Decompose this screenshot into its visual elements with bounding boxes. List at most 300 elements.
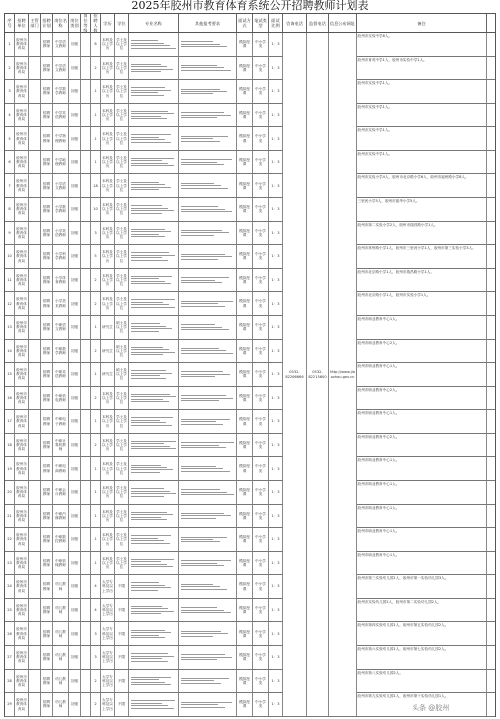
table-cell: 招聘教师	[41, 505, 53, 528]
table-cell: 2	[91, 693, 101, 716]
table-cell	[81, 599, 91, 622]
table-cell: 7	[5, 174, 15, 197]
table-cell: 模拟授课	[237, 80, 253, 103]
text-lines	[130, 228, 178, 238]
table-row	[5, 80, 495, 104]
table-cell: 26	[5, 622, 15, 645]
table-cell	[29, 80, 41, 103]
text-lines	[180, 323, 236, 331]
text-lines	[180, 559, 236, 567]
table-cell: 模拟授课	[237, 528, 253, 551]
table-cell: 本科及以上学历	[101, 505, 115, 528]
table-cell: 中小学类	[253, 599, 269, 622]
major-cell	[129, 104, 179, 127]
table-cell: 模拟授课	[237, 222, 253, 245]
table-cell: 大学专科及以上学历	[101, 646, 115, 669]
table-cell: 胶州市教育体育局	[15, 198, 29, 221]
table-cell: 学士及以上学位	[115, 410, 129, 433]
major-cell	[129, 222, 179, 245]
major-cell	[129, 269, 179, 292]
requirement-cell	[179, 222, 237, 245]
text-lines	[130, 511, 178, 521]
text-lines	[180, 347, 236, 355]
text-lines	[180, 88, 236, 96]
remark-cell: 胶州市职业教育中心2人。	[357, 340, 487, 363]
table-cell: 5	[91, 245, 101, 268]
table-cell: 1：3	[269, 622, 283, 645]
remark-cell: 胶州市第三实验幼儿园1人，胶州市第一实验幼儿园3人。	[357, 575, 487, 598]
table-cell: 胶州市教育体育局	[15, 363, 29, 386]
table-cell: 学士及以上学位	[115, 174, 129, 197]
text-lines	[130, 464, 178, 474]
table-cell	[81, 434, 91, 457]
table-cell: 模拟授课	[237, 292, 253, 315]
column-header: 其他报考要求	[179, 14, 237, 32]
table-cell: 胶州市教育体育局	[15, 151, 29, 174]
table-cell: 模拟授课	[237, 127, 253, 150]
text-lines	[180, 488, 236, 496]
text-lines	[180, 418, 236, 426]
table-cell: 22	[5, 528, 15, 551]
table-cell: 1：3	[269, 174, 283, 197]
table-cell: 招聘教师	[41, 693, 53, 716]
table-cell: 25	[5, 599, 15, 622]
table-cell: 初级	[69, 363, 81, 386]
table-cell: 初级	[69, 505, 81, 528]
table-cell: 初级	[69, 622, 81, 645]
major-cell	[129, 363, 179, 386]
table-cell: 招聘教师	[41, 387, 53, 410]
table-cell	[81, 80, 91, 103]
table-row	[5, 505, 495, 529]
table-cell: 大学专科及以上学历	[101, 575, 115, 598]
table-cell: 1：3	[269, 575, 283, 598]
table-cell	[29, 622, 41, 645]
column-header: 序号	[5, 14, 15, 32]
column-header: 招聘单位	[15, 14, 29, 32]
table-cell: 招聘教师	[41, 80, 53, 103]
text-lines	[180, 40, 236, 48]
table-cell: 胶州市教育体育局	[15, 552, 29, 575]
requirement-cell	[179, 127, 237, 150]
table-cell: 中职语文教师	[53, 316, 69, 339]
table-cell	[81, 340, 91, 363]
table-cell: 学士及以上学位	[115, 528, 129, 551]
table-cell: 1	[91, 104, 101, 127]
table-cell: 中小学类	[253, 387, 269, 410]
remark-cell: 胶州市实验中学1人。	[357, 80, 487, 103]
table-cell: 本科及以上学历	[101, 481, 115, 504]
table-cell: 模拟授课	[237, 410, 253, 433]
table-cell: 小学美术教师	[53, 292, 69, 315]
table-cell: 15	[5, 363, 15, 386]
remark-cell: 胶州市职业教育中心2人。	[357, 434, 487, 457]
table-cell: 初级	[69, 410, 81, 433]
table-cell: 招聘教师	[41, 670, 53, 693]
table-cell: 中小学类	[253, 127, 269, 150]
table-cell: 14	[5, 340, 15, 363]
remark-cell: 胶州市职业教育中心1人。	[357, 552, 487, 575]
major-cell	[129, 174, 179, 197]
table-cell	[81, 481, 91, 504]
table-row	[5, 151, 495, 175]
major-cell	[129, 151, 179, 174]
major-cell	[129, 434, 179, 457]
table-cell	[29, 646, 41, 669]
requirement-cell	[179, 245, 237, 268]
remark-cell: 胶州市职业教育中心1人。	[357, 481, 487, 504]
table-cell: 1	[91, 528, 101, 551]
table-cell: 本科及以上学历	[101, 80, 115, 103]
text-lines	[130, 346, 178, 356]
table-cell	[29, 457, 41, 480]
requirement-cell	[179, 575, 237, 598]
text-lines	[180, 677, 236, 685]
table-cell: 不限	[115, 670, 129, 693]
table-cell: 模拟授课	[237, 622, 253, 645]
table-cell	[81, 104, 91, 127]
text-lines	[130, 440, 178, 450]
major-cell	[129, 481, 179, 504]
table-row	[5, 198, 495, 222]
text-lines	[130, 110, 178, 120]
table-cell: 初级	[69, 457, 81, 480]
requirement-cell	[179, 622, 237, 645]
table-cell: 5	[5, 127, 15, 150]
table-cell	[29, 340, 41, 363]
requirement-cell	[179, 80, 237, 103]
table-cell: 胶州市教育体育局	[15, 104, 29, 127]
table-cell: 胶州市教育体育局	[15, 622, 29, 645]
column-header: 学历	[101, 14, 115, 32]
table-cell: 模拟授课	[237, 457, 253, 480]
table-cell: 招聘教师	[41, 222, 53, 245]
table-cell	[81, 174, 91, 197]
table-cell: 学士及以上学位	[115, 198, 129, 221]
table-cell: 模拟授课	[237, 104, 253, 127]
remark-cell: 胶州市实验中学6人。	[357, 33, 487, 56]
table-cell: 招聘教师	[41, 104, 53, 127]
table-cell: 初级	[69, 174, 81, 197]
table-row	[5, 622, 495, 646]
text-lines	[130, 298, 178, 308]
table-cell: 招聘教师	[41, 434, 53, 457]
text-lines	[130, 416, 178, 426]
table-row	[5, 174, 495, 198]
table-cell: 17	[5, 410, 15, 433]
table-cell: 模拟授课	[237, 552, 253, 575]
table-cell: 胶州市教育体育局	[15, 33, 29, 56]
table-cell: 中小学类	[253, 622, 269, 645]
major-cell	[129, 245, 179, 268]
table-cell: 模拟授课	[237, 481, 253, 504]
table-cell: 中职汽修教师	[53, 505, 69, 528]
table-cell: 本科及以上学历	[101, 151, 115, 174]
remark-cell: 胶州市第二实验小学2人，胶州市瑞昌路小学1人。	[357, 222, 487, 245]
table-row	[5, 292, 495, 316]
table-cell: 初级	[69, 670, 81, 693]
table-cell: 学士及以上学位	[115, 222, 129, 245]
table-cell: 招聘教师	[41, 457, 53, 480]
table-cell: 小学数学教师	[53, 198, 69, 221]
table-cell: 胶州市教育体育局	[15, 505, 29, 528]
table-cell: 幼儿教师	[53, 646, 69, 669]
table-cell	[81, 316, 91, 339]
requirement-cell	[179, 269, 237, 292]
text-lines	[130, 133, 178, 143]
table-cell: 本科及以上学历	[101, 292, 115, 315]
table-cell: 18	[5, 434, 15, 457]
remark-cell: 胶州市育英中学1人，胶州市实验中学1人。	[357, 57, 487, 80]
table-cell: 模拟授课	[237, 340, 253, 363]
table-body	[4, 33, 496, 717]
remark-cell: 胶州市职业教育中心1人。	[357, 505, 487, 528]
text-lines	[180, 64, 236, 72]
table-cell: 2	[91, 670, 101, 693]
table-cell: 本科及以上学历	[101, 387, 115, 410]
remark-cell: 胶州市职业教育中心1人。	[357, 457, 487, 480]
text-lines	[180, 606, 236, 614]
table-cell: 24	[5, 575, 15, 598]
table-cell: 中职数学教师	[53, 340, 69, 363]
table-cell: 中小学类	[253, 245, 269, 268]
table-cell	[81, 363, 91, 386]
table-cell: 初级	[69, 575, 81, 598]
table-cell: 1：3	[269, 528, 283, 551]
table-cell: 中小学类	[253, 174, 269, 197]
table-cell	[81, 292, 91, 315]
table-cell: 19	[5, 457, 15, 480]
table-cell: 初级	[69, 387, 81, 410]
table-cell: 1：3	[269, 57, 283, 80]
table-cell: 10	[91, 198, 101, 221]
major-cell	[129, 528, 179, 551]
table-cell: 1：3	[269, 340, 283, 363]
table-cell: 初级	[69, 528, 81, 551]
table-cell: 1：3	[269, 127, 283, 150]
table-cell: 胶州市教育体育局	[15, 174, 29, 197]
text-lines	[130, 181, 178, 191]
column-header: 主管部门	[29, 14, 41, 32]
remark-cell: 三里河小学5人，胶州市振华小学5人。	[357, 198, 487, 221]
table-cell	[81, 151, 91, 174]
table-cell: 中小学类	[253, 222, 269, 245]
table-cell: 9	[5, 222, 15, 245]
text-lines	[180, 158, 236, 166]
text-lines	[130, 629, 178, 639]
table-cell: 3	[91, 622, 101, 645]
text-lines	[180, 512, 236, 520]
table-cell	[81, 622, 91, 645]
remark-cell: 胶州市北京路小学1人，胶州市实验小学1人。	[357, 292, 487, 315]
major-cell	[129, 457, 179, 480]
table-cell	[29, 127, 41, 150]
consult-phone-cell: 0532-82266666	[283, 33, 307, 717]
table-cell: 学士及以上学位	[115, 104, 129, 127]
table-cell: 初级	[69, 481, 81, 504]
table-cell	[81, 575, 91, 598]
table-cell	[81, 222, 91, 245]
table-cell	[81, 670, 91, 693]
table-header	[4, 13, 496, 33]
remark-cell: 胶州市实验中学1人。	[357, 104, 487, 127]
table-cell: 中小学类	[253, 552, 269, 575]
table-cell: 学士及以上学位	[115, 80, 129, 103]
table-cell: 模拟授课	[237, 174, 253, 197]
table-cell: 1：3	[269, 552, 283, 575]
requirement-cell	[179, 410, 237, 433]
table-cell: 1：3	[269, 363, 283, 386]
table-cell: 模拟授课	[237, 363, 253, 386]
column-header: 招聘计划	[41, 14, 53, 32]
table-cell: 不限	[115, 646, 129, 669]
table-cell: 初级	[69, 80, 81, 103]
table-cell: 初级	[69, 316, 81, 339]
text-lines	[130, 39, 178, 49]
table-cell: 中小学类	[253, 528, 269, 551]
table-cell: 3	[91, 222, 101, 245]
requirement-cell	[179, 104, 237, 127]
table-cell: 大学专科及以上学历	[101, 622, 115, 645]
table-cell: 20	[5, 481, 15, 504]
major-cell	[129, 33, 179, 56]
table-cell: 13	[5, 316, 15, 339]
requirement-cell	[179, 646, 237, 669]
major-cell	[129, 552, 179, 575]
requirement-cell	[179, 693, 237, 716]
table-cell: 23	[5, 552, 15, 575]
table-cell: 硕士及以上学位	[115, 363, 129, 386]
table-cell: 初级	[69, 269, 81, 292]
requirement-cell	[179, 434, 237, 457]
table-cell: 中小学类	[253, 481, 269, 504]
text-lines	[180, 465, 236, 473]
remark-cell: 胶州市实验中学1人。	[357, 127, 487, 150]
table-cell: 1	[91, 127, 101, 150]
table-cell: 1	[91, 505, 101, 528]
table-cell: 1	[91, 316, 101, 339]
table-cell: 胶州市教育体育局	[15, 457, 29, 480]
table-cell: 研究生	[101, 316, 115, 339]
table-cell	[81, 693, 91, 716]
text-lines	[180, 370, 236, 378]
table-row	[5, 127, 495, 151]
table-cell: 招聘教师	[41, 622, 53, 645]
remark-cell: 胶州市第八实验幼儿园2人。	[357, 670, 487, 693]
table-cell: 不限	[115, 693, 129, 716]
table-cell: 8	[5, 198, 15, 221]
table-cell	[29, 434, 41, 457]
text-lines	[180, 182, 236, 190]
table-row	[5, 410, 495, 434]
table-cell: 1：3	[269, 387, 283, 410]
table-cell: 胶州市教育体育局	[15, 646, 29, 669]
table-cell: 初级	[69, 104, 81, 127]
table-cell: 招聘教师	[41, 528, 53, 551]
requirement-cell	[179, 505, 237, 528]
table-cell	[81, 505, 91, 528]
table-cell: 胶州市教育体育局	[15, 316, 29, 339]
text-lines	[180, 630, 236, 638]
table-cell: 幼儿教师	[53, 575, 69, 598]
table-cell: 中学英语教师	[53, 104, 69, 127]
table-cell: 学士及以上学位	[115, 151, 129, 174]
text-lines	[130, 581, 178, 591]
table-cell	[29, 363, 41, 386]
table-cell: 招聘教师	[41, 599, 53, 622]
remark-cell: 胶州市实验小学4人，胶州市北京路小学6人，胶州市福州路小学8人。	[357, 174, 487, 197]
table-cell: 1：3	[269, 316, 283, 339]
table-row	[5, 269, 495, 293]
document-title: 2025年胶州市教育体育系统公开招聘教师计划表	[131, 0, 369, 12]
table-cell: 本科及以上学历	[101, 57, 115, 80]
requirement-cell	[179, 198, 237, 221]
table-cell: 招聘教师	[41, 33, 53, 56]
table-cell: 小学语文教师	[53, 174, 69, 197]
table-cell: 招聘教师	[41, 198, 53, 221]
table-cell: 16	[5, 387, 15, 410]
table-cell: 招聘教师	[41, 552, 53, 575]
requirement-cell	[179, 33, 237, 56]
table-cell: 1：3	[269, 104, 283, 127]
table-cell	[29, 387, 41, 410]
table-cell: 1	[91, 80, 101, 103]
table-cell: 1：3	[269, 410, 283, 433]
table-cell: 学士及以上学位	[115, 245, 129, 268]
table-cell: 4	[91, 575, 101, 598]
table-cell: 幼儿教师	[53, 670, 69, 693]
table-cell: 6	[91, 33, 101, 56]
table-row	[5, 481, 495, 505]
table-cell: 学士及以上学位	[115, 33, 129, 56]
table-row	[5, 316, 495, 340]
table-cell: 本科及以上学历	[101, 434, 115, 457]
major-cell	[129, 575, 179, 598]
table-row	[5, 340, 495, 364]
table-cell: 1	[91, 481, 101, 504]
table-cell: 4	[5, 104, 15, 127]
table-cell: 1：3	[269, 434, 283, 457]
table-cell	[29, 410, 41, 433]
remark-cell: 胶州市第四实验幼儿园1人，胶州市第五实验幼儿园2人。	[357, 622, 487, 645]
remark-cell: 胶州市第六实验幼儿园1人，胶州市第七实验幼儿园2人。	[357, 646, 487, 669]
text-lines	[130, 699, 178, 709]
table-cell: 中小学类	[253, 80, 269, 103]
major-cell	[129, 292, 179, 315]
requirement-cell	[179, 292, 237, 315]
text-lines	[130, 322, 178, 332]
table-cell: 中小学类	[253, 33, 269, 56]
text-lines	[130, 652, 178, 662]
text-lines	[130, 558, 178, 568]
table-cell: 2	[91, 434, 101, 457]
table-cell	[29, 575, 41, 598]
table-cell: 1：3	[269, 457, 283, 480]
table-row	[5, 245, 495, 269]
table-cell: 本科及以上学历	[101, 127, 115, 150]
table-cell: 中学语文教师	[53, 57, 69, 80]
table-cell	[29, 292, 41, 315]
table-cell: 小学科学教师	[53, 245, 69, 268]
requirement-cell	[179, 340, 237, 363]
table-cell: 胶州市教育体育局	[15, 245, 29, 268]
table-cell	[81, 198, 91, 221]
table-cell: 硕士及以上学位	[115, 340, 129, 363]
column-header: 招聘人数	[91, 14, 101, 32]
table-cell: 1：3	[269, 245, 283, 268]
info-site-cell[interactable]: http://www.jiaozhou.gov.cn	[329, 33, 357, 717]
table-cell	[29, 316, 41, 339]
